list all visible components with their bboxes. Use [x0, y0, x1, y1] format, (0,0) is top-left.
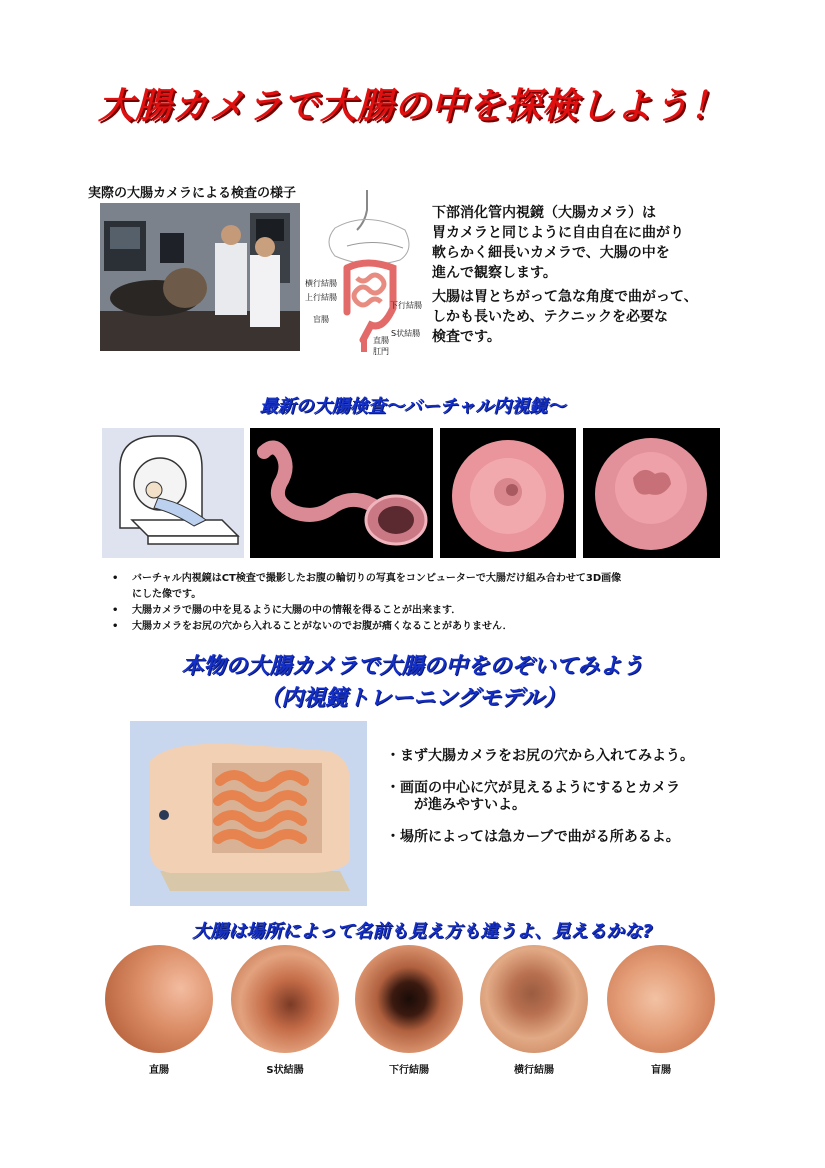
heading-line: 本物の大腸カメラで大腸の中をのぞいてみよう	[181, 654, 644, 679]
list-item	[112, 571, 732, 587]
label-descending-colon: 下行結腸	[390, 301, 422, 310]
tip-text: まず大腸カメラをお尻の穴から入れてみよう。	[400, 748, 694, 764]
colon-anatomy-diagram	[305, 190, 430, 358]
desc-line: しかも長いため、テクニックを必要な	[432, 309, 669, 325]
transverse-colon-endoscopy-image	[480, 945, 588, 1053]
desc-line: 検査です。	[432, 329, 501, 345]
virtual-colon-3d-image	[250, 428, 433, 558]
label-sigmoid-colon: S状結腸	[391, 329, 421, 338]
page-title: 大腸カメラで大腸の中を探検しよう！	[97, 86, 727, 127]
label-rectum-image: 直腸	[149, 1065, 169, 1076]
tip-text: が進みやすいよ。	[414, 797, 526, 813]
virtual-endoscopy-heading: 最新の大腸検査～バーチャル内視鏡～	[259, 396, 566, 417]
desc-line: 進んで観察します。	[432, 265, 557, 281]
training-model-tips	[386, 748, 746, 861]
bullet-mark: •	[112, 573, 119, 584]
label-ascending-colon: 上行結腸	[305, 293, 337, 302]
bullet-text: 大腸カメラで腸の中を見るように大腸の中の情報を得ることが出来ます．	[132, 605, 462, 616]
desc-line: 下部消化管内視鏡（大腸カメラ）は	[432, 205, 656, 221]
ct-scanner-illustration	[102, 428, 244, 558]
exam-description-1	[432, 203, 732, 283]
desc-line: 軟らかく細長いカメラで、大腸の中を	[432, 245, 670, 261]
colon-parts-heading: 大腸は場所によって名前も見え方も違うよ、見えるかな?	[192, 921, 653, 942]
label-transverse-colon: 横行結腸	[305, 279, 337, 288]
training-model-photo	[130, 721, 367, 906]
list-item	[386, 748, 746, 765]
tip-text: 画面の中心に穴が見えるようにするとカメラ	[400, 780, 680, 796]
label-anus: 肛門	[373, 347, 389, 356]
list-item	[386, 780, 746, 814]
virtual-endoscopy-view-2	[583, 428, 720, 558]
heading-line: （内視鏡トレーニングモデル）	[259, 686, 566, 711]
exam-description-2	[432, 287, 732, 347]
rectum-endoscopy-image	[105, 945, 213, 1053]
bullet-mark: ・	[386, 780, 400, 796]
exam-room-photo	[100, 203, 300, 351]
label-cecum-image: 盲腸	[651, 1065, 671, 1076]
training-model-heading	[0, 651, 825, 715]
bullet-text: 大腸カメラをお尻の穴から入れることがないのでお腹が痛くなることがありません．	[132, 621, 513, 632]
list-item	[386, 829, 746, 846]
label-cecum: 盲腸	[313, 315, 329, 324]
list-item	[112, 603, 732, 619]
exam-photo-caption: 実際の大腸カメラによる検査の様子	[88, 186, 297, 201]
label-sigmoid-image: S状結腸	[266, 1065, 304, 1076]
label-descending-image: 下行結腸	[389, 1065, 429, 1076]
bullet-text: バーチャル内視鏡はCT検査で撮影したお腹の輪切りの写真をコンピューターで大腸だけ組み合わせて3D画像	[132, 573, 622, 584]
descending-colon-endoscopy-image	[355, 945, 463, 1053]
list-item	[112, 587, 732, 603]
label-transverse-image: 横行結腸	[514, 1065, 554, 1076]
bullet-mark: ・	[386, 748, 400, 764]
bullet-mark: •	[112, 621, 119, 632]
list-item	[112, 619, 732, 635]
virtual-endoscopy-bullets	[112, 571, 732, 635]
bullet-mark: •	[112, 605, 119, 616]
desc-line: 大腸は胃とちがって急な角度で曲がって、	[432, 289, 698, 305]
cecum-endoscopy-image	[607, 945, 715, 1053]
virtual-endoscopy-view-1	[440, 428, 576, 558]
sigmoid-colon-endoscopy-image	[231, 945, 339, 1053]
desc-line: 胃カメラと同じように自由自在に曲がり	[432, 225, 684, 241]
label-rectum: 直腸	[373, 336, 389, 345]
bullet-text: にした像です。	[132, 589, 202, 600]
tip-text: 場所によっては急カーブで曲がる所あるよ。	[400, 829, 680, 845]
bullet-mark: ・	[386, 829, 400, 845]
